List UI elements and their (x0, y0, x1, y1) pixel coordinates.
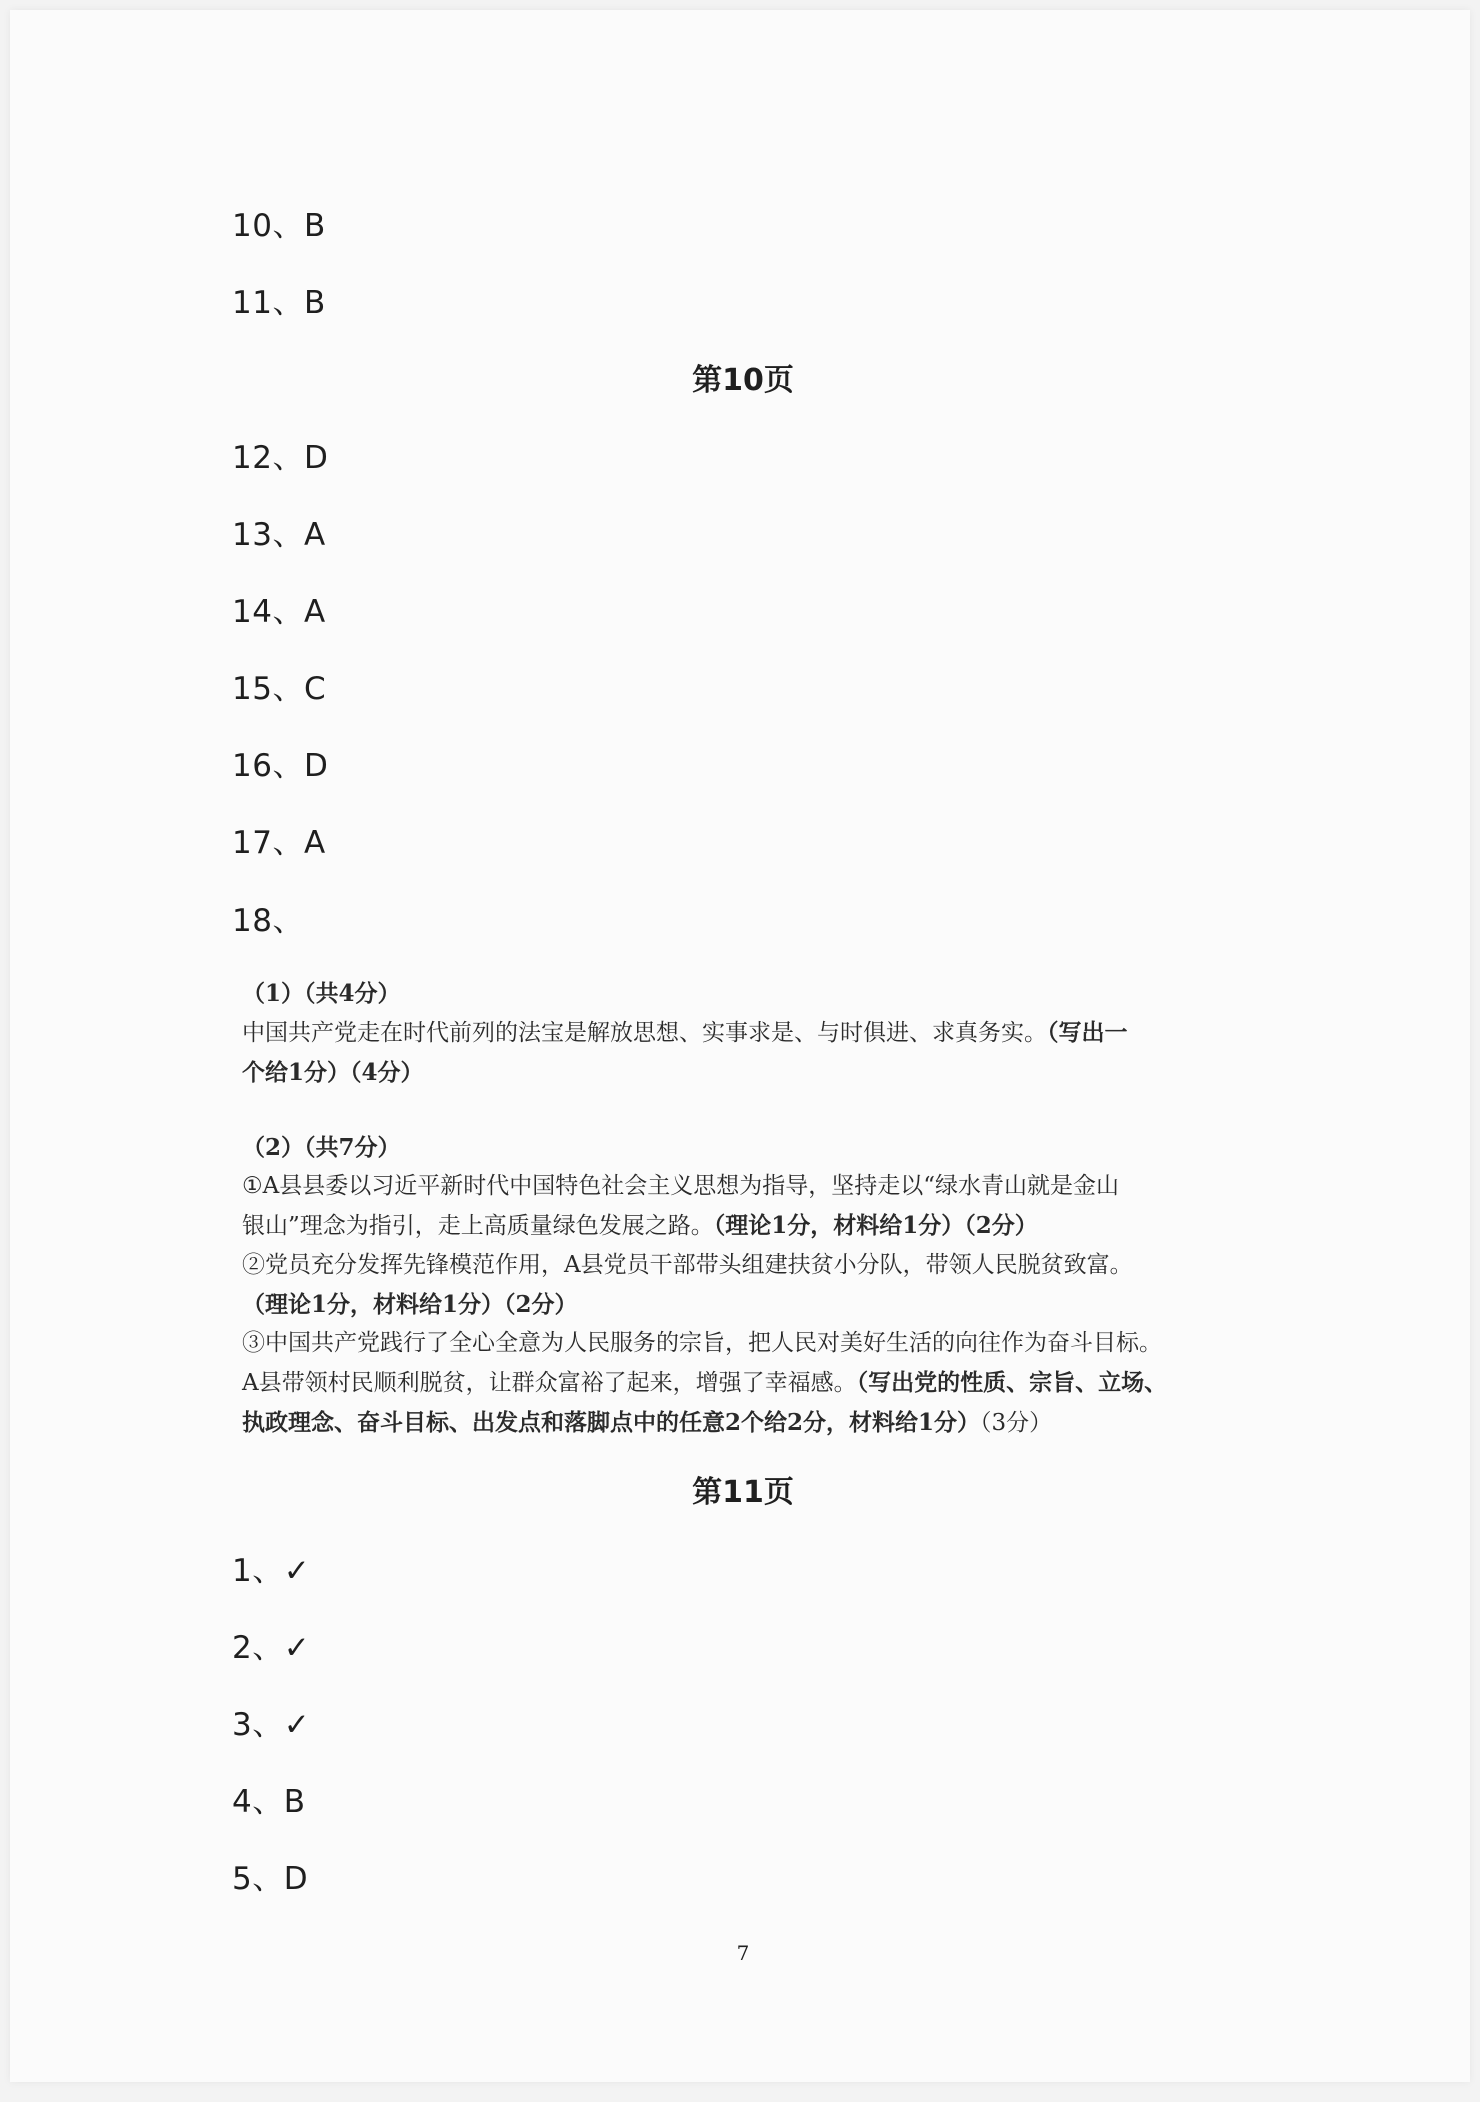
q18-part2-point3-line1: ③中国共产党践行了全心全意为人民服务的宗旨，把人民对美好生活的向往作为奋斗目标。 (242, 1330, 1162, 1356)
q18-part2-point3-note-b: 执政理念、奋斗目标、出发点和落脚点中的任意2个给2分，材料给1分） (242, 1409, 981, 1436)
answer-14: 14、A (232, 594, 326, 630)
q18-part1-line1 (242, 1013, 1272, 1053)
section-heading-page-10: 第10页 (692, 363, 794, 398)
q18-part2-point1-line1: ①A县县委以习近平新时代中国特色社会主义思想为指导，坚持走以“绿水青山就是金山 (242, 1173, 1119, 1199)
q18-part2-point1-text: 银山”理念为指引，走上高质量绿色发展之路。 (242, 1213, 714, 1239)
answer-11: 11、B (232, 285, 326, 321)
q18-part2-point3-line2 (242, 1363, 1272, 1403)
answer-p11-4: 4、B (232, 1784, 306, 1820)
q18-part1-note-a: （写出一 (1047, 1019, 1128, 1046)
answer-p11-5: 5、D (232, 1861, 309, 1897)
answer-13: 13、A (232, 517, 326, 553)
document-page (10, 10, 1470, 2082)
answer-p11-1: 1、✓ (232, 1553, 311, 1589)
q18-part2-point2-line1: ②党员充分发挥先锋模范作用，A县党员干部带头组建扶贫小分队，带领人民脱贫致富。 (242, 1252, 1133, 1278)
page-number: 7 (736, 1941, 750, 1965)
answer-16: 16、D (232, 748, 329, 784)
q18-part2-point2-note: （理论1分，材料给1分）（2分） (242, 1291, 578, 1318)
q18-part1 (242, 974, 1272, 1092)
q18-part2-point3-score: （3分） (980, 1410, 1053, 1436)
answer-12: 12、D (232, 440, 329, 476)
q18-part2 (242, 1128, 1272, 1443)
answer-15: 15、C (232, 671, 327, 707)
q18-part1-note-b: 个给1分）（4分） (242, 1059, 424, 1086)
answer-p11-2: 2、✓ (232, 1630, 311, 1666)
q18-part1-title: （1）（共4分） (242, 980, 401, 1007)
q18-part2-point3-line3 (242, 1403, 1272, 1443)
q18-part2-point1-note: （理论1分，材料给1分）（2分） (713, 1212, 1038, 1239)
q18-part1-text: 中国共产党走在时代前列的法宝是解放思想、实事求是、与时俱进、求真务实。 (242, 1020, 1047, 1046)
q18-part2-point3-text: A县带领村民顺利脱贫，让群众富裕了起来，增强了幸福感。 (242, 1370, 857, 1396)
q18-part2-point1-line2 (242, 1206, 1272, 1246)
answer-17: 17、A (232, 825, 326, 861)
answer-p11-3: 3、✓ (232, 1707, 311, 1743)
answer-10: 10、B (232, 208, 326, 244)
q18-part2-title: （2）（共7分） (242, 1134, 401, 1161)
section-heading-page-11: 第11页 (692, 1475, 794, 1510)
q18-part2-point3-note-a: （写出党的性质、宗旨、立场、 (856, 1369, 1168, 1396)
answer-18: 18、 (232, 903, 304, 939)
